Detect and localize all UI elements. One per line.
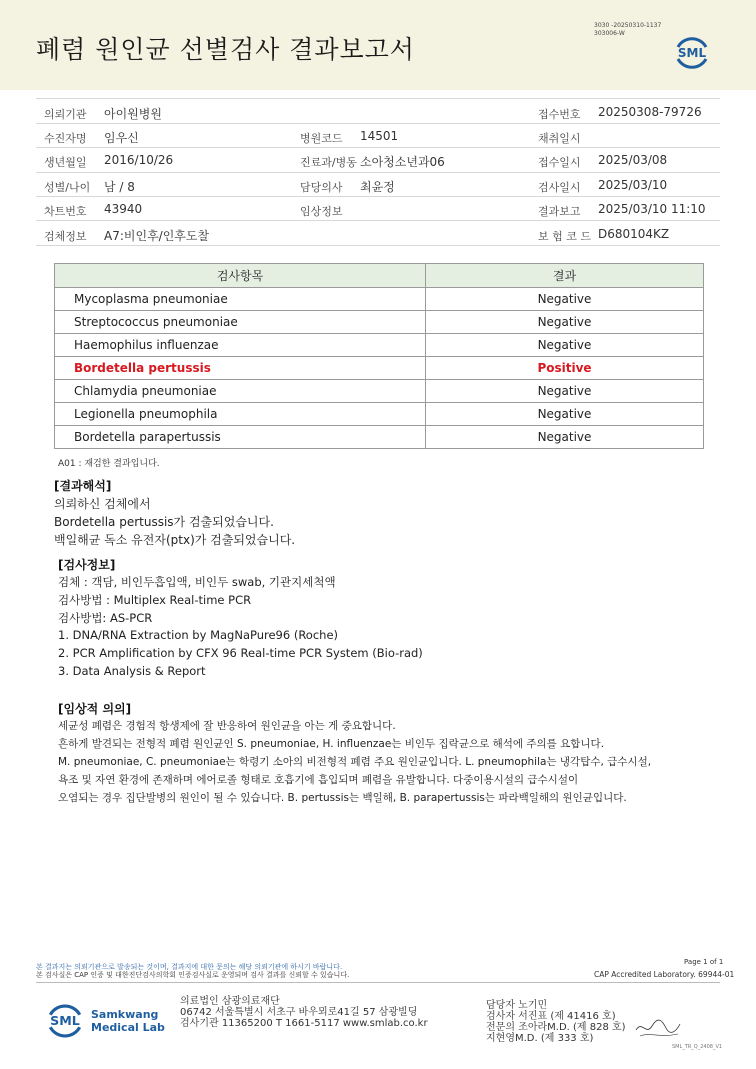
test-result: Negative (426, 288, 704, 311)
sml-footer-logo-icon (44, 1000, 86, 1042)
document-code-1: 3030 -20250310-1137 (594, 22, 662, 29)
table-row (55, 311, 704, 334)
value-report-datetime: 2025/03/10 11:10 (598, 202, 706, 216)
test-info-line: 검사방법 : Multiplex Real-time PCR (58, 593, 252, 607)
table-row-positive (55, 357, 704, 380)
staff-line: 검사자 서진표 (제 41416 호) (486, 1011, 616, 1022)
footer-divider (36, 982, 720, 983)
label-receipt-number: 접수번호 (538, 108, 581, 121)
address-line: 의료법인 삼광의료재단 (180, 996, 280, 1007)
value-specimen-info: A7:비인후/인후도찰 (104, 229, 210, 243)
interpretation-line: 의뢰하신 검체에서 (54, 497, 151, 511)
cap-accreditation: CAP Accredited Laboratory. 69944-01 (594, 970, 735, 979)
test-result: Negative (426, 311, 704, 334)
header-result: 결과 (426, 264, 704, 288)
label-birth-date: 생년월일 (44, 156, 87, 169)
signature-icon (632, 1014, 682, 1042)
address-line: 06742 서울특별시 서초구 바우뫼로41길 57 삼광빌딩 (180, 1007, 418, 1018)
divider (36, 220, 720, 221)
clinical-line: 욕조 및 자연 환경에 존재하며 에어로졸 형태로 호흡기에 흡입되며 폐렴을 유발합니다. 다중이용시설의 급수시설이 (58, 774, 579, 786)
results-table (54, 263, 704, 449)
test-info-title: [검사정보] (58, 558, 116, 572)
divider (36, 196, 720, 197)
label-collection-datetime: 채취일시 (538, 132, 581, 145)
value-receipt-datetime: 2025/03/08 (598, 153, 668, 167)
test-result: Positive (426, 357, 704, 380)
header-test-item: 검사항목 (55, 264, 426, 288)
logo-text: SML (677, 46, 707, 60)
interpretation-title: [결과해석] (54, 479, 112, 493)
report-title: 폐렴 원인균 선별검사 결과보고서 (36, 35, 415, 64)
clinical-title: [임상적 의의] (58, 702, 132, 716)
retest-note: A01 : 재검한 결과입니다. (58, 459, 160, 469)
label-report-datetime: 결과보고 (538, 205, 581, 218)
table-row (55, 426, 704, 449)
value-requesting-institution: 아이원병원 (104, 107, 162, 121)
divider (36, 245, 720, 246)
label-specimen-info: 검체정보 (44, 230, 87, 243)
divider (36, 147, 720, 148)
label-insurance-code: 보 험 코 드 (538, 230, 591, 243)
value-birth-date: 2016/10/26 (104, 153, 174, 167)
document-code-2: 303006-W (594, 30, 625, 37)
label-department: 진료과/병동 (300, 156, 357, 169)
test-result: Negative (426, 426, 704, 449)
table-row (55, 288, 704, 311)
test-item: Mycoplasma pneumoniae (55, 288, 426, 311)
sml-logo-icon (672, 33, 712, 73)
value-sex-age: 남 / 8 (104, 180, 135, 194)
staff-line: 담당자 노기민 (486, 1000, 548, 1011)
test-result: Negative (426, 334, 704, 357)
divider (36, 98, 720, 99)
brand-line-1: Samkwang (91, 1008, 159, 1021)
table-row (55, 334, 704, 357)
divider (36, 172, 720, 173)
clinical-line: 흔하게 발견되는 전형적 폐렴 원인균인 S. pneumoniae, H. influenzae는 비인두 집락균으로 해석에 주의를 요합니다. (58, 738, 605, 750)
footer-staff (486, 1000, 626, 1044)
footer-cap-note: 본 검사실은 CAP 인증 및 대한진단검사의학회 인증검사실로 운영되며 검사 결과를 신뢰할 수 있습니다. (36, 971, 350, 979)
table-row (55, 380, 704, 403)
test-result: Negative (426, 403, 704, 426)
page-number: Page 1 of 1 (684, 958, 724, 966)
label-chart-number: 차트번호 (44, 205, 87, 218)
footer-logo-text: SML (50, 1013, 80, 1029)
value-receipt-number: 20250308-79726 (598, 105, 702, 119)
test-info-line: 2. PCR Amplification by CFX 96 Real-time PCR System (Bio-rad) (58, 646, 423, 660)
test-info-line: 3. Data Analysis & Report (58, 664, 206, 678)
value-patient-name: 임우신 (104, 131, 139, 145)
test-item: Streptococcus pneumoniae (55, 311, 426, 334)
results-header-row (55, 264, 704, 288)
footer-brand (91, 1008, 165, 1034)
interpretation-line: Bordetella pertussis가 검출되었습니다. (54, 515, 274, 529)
clinical-line: 세균성 폐렴은 경험적 항생제에 잘 반응하여 원인균을 아는 게 중요합니다. (58, 720, 396, 732)
value-hospital-code: 14501 (360, 129, 399, 143)
brand-line-2: Medical Lab (91, 1021, 165, 1034)
test-item: Bordetella pertussis (55, 357, 426, 380)
label-doctor: 담당의사 (300, 181, 343, 194)
footer-address (180, 996, 428, 1029)
staff-line: 전문의 조아라M.D. (제 828 호) (486, 1022, 626, 1033)
test-info-line: 검사방법: AS-PCR (58, 611, 153, 625)
label-test-datetime: 검사일시 (538, 181, 581, 194)
staff-line: 지현영M.D. (제 333 호) (486, 1033, 594, 1044)
label-hospital-code: 병원코드 (300, 132, 343, 145)
value-chart-number: 43940 (104, 202, 143, 216)
label-sex-age: 성별/나이 (44, 181, 91, 194)
test-info-line: 검체 : 객담, 비인두흡입액, 비인두 swab, 기관지세척액 (58, 575, 336, 589)
label-patient-name: 수진자명 (44, 132, 87, 145)
test-item: Chlamydia pneumoniae (55, 380, 426, 403)
document-codes (594, 22, 661, 38)
footer-warning: 본 결과지는 의뢰기관으로 발송되는 것이며, 결과지에 대한 문의는 해당 의뢰기관에 하시기 바랍니다. (36, 963, 343, 971)
value-doctor: 최윤정 (360, 180, 395, 194)
test-item: Haemophilus influenzae (55, 334, 426, 357)
test-info-line: 1. DNA/RNA Extraction by MagNaPure96 (Roche) (58, 628, 339, 642)
table-row (55, 403, 704, 426)
label-receipt-datetime: 접수일시 (538, 156, 581, 169)
address-line: 검사기관 11365200 T 1661-5117 www.smlab.co.kr (180, 1018, 428, 1029)
label-clinical-info: 임상정보 (300, 205, 343, 218)
test-item: Legionella pneumophila (55, 403, 426, 426)
clinical-line: M. pneumoniae, C. pneumoniae는 학령기 소아의 비전형적 폐렴 주요 원인균입니다. L. pneumophila는 냉각탑수, 급수시설, (58, 756, 652, 768)
test-item: Bordetella parapertussis (55, 426, 426, 449)
interpretation-line: 백일해균 독소 유전자(ptx)가 검출되었습니다. (54, 533, 296, 547)
value-insurance-code: D680104KZ (598, 227, 670, 241)
form-code: SML_TR_Q_2408_V1 (672, 1044, 723, 1050)
clinical-line: 오염되는 경우 집단발병의 원인이 될 수 있습니다. B. pertussis는 백일해, B. parapertussis는 파라백일해의 원인균입니다. (58, 792, 627, 804)
divider (36, 123, 720, 124)
value-test-datetime: 2025/03/10 (598, 178, 668, 192)
label-requesting-institution: 의뢰기관 (44, 108, 87, 121)
value-department: 소아청소년과06 (360, 155, 445, 169)
test-result: Negative (426, 380, 704, 403)
